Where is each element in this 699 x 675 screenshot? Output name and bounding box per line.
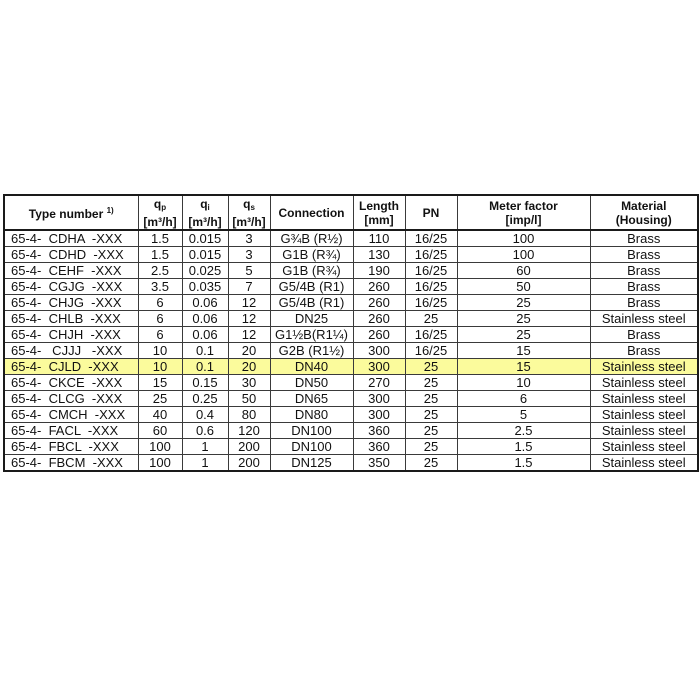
- cell-pn: 16/25: [405, 247, 457, 263]
- cell-type-number: 65-4- CJJJ -XXX: [4, 343, 138, 359]
- footnote-marker: 1): [106, 206, 114, 215]
- table-row: [4, 359, 698, 375]
- cell-qp: 15: [138, 375, 182, 391]
- table-row: [4, 343, 698, 359]
- cell-qp: 1.5: [138, 230, 182, 247]
- cell-qp: 10: [138, 359, 182, 375]
- cell-qp: 2.5: [138, 263, 182, 279]
- cell-pn: 16/25: [405, 295, 457, 311]
- cell-qs: 20: [228, 343, 270, 359]
- cell-type-number: 65-4- CHLB -XXX: [4, 311, 138, 327]
- cell-length: 270: [353, 375, 405, 391]
- cell-connection: G¾B (R½): [270, 230, 353, 247]
- table-row: [4, 230, 698, 247]
- cell-material: Stainless steel: [590, 407, 698, 423]
- cell-length: 300: [353, 343, 405, 359]
- cell-qi: 0.06: [182, 295, 228, 311]
- cell-length: 300: [353, 407, 405, 423]
- table-row: [4, 439, 698, 455]
- cell-pn: 25: [405, 391, 457, 407]
- cell-meter-factor: 25: [457, 295, 590, 311]
- cell-qi: 0.025: [182, 263, 228, 279]
- cell-type-number: 65-4- FACL -XXX: [4, 423, 138, 439]
- cell-qp: 40: [138, 407, 182, 423]
- cell-pn: 25: [405, 439, 457, 455]
- cell-meter-factor: 50: [457, 279, 590, 295]
- cell-qi: 0.06: [182, 327, 228, 343]
- cell-qs: 200: [228, 455, 270, 472]
- cell-qi: 0.035: [182, 279, 228, 295]
- meter-spec-table: [3, 194, 699, 472]
- cell-qp: 10: [138, 343, 182, 359]
- table-header-row: [4, 195, 698, 230]
- cell-length: 190: [353, 263, 405, 279]
- cell-material: Stainless steel: [590, 455, 698, 472]
- cell-qp: 6: [138, 311, 182, 327]
- cell-length: 360: [353, 439, 405, 455]
- cell-length: 360: [353, 423, 405, 439]
- table-body: [4, 230, 698, 471]
- cell-meter-factor: 100: [457, 247, 590, 263]
- table-row: [4, 247, 698, 263]
- cell-connection: DN125: [270, 455, 353, 472]
- cell-qi: 0.6: [182, 423, 228, 439]
- cell-connection: G1B (R¾): [270, 263, 353, 279]
- cell-qs: 20: [228, 359, 270, 375]
- cell-length: 350: [353, 455, 405, 472]
- table-row: [4, 263, 698, 279]
- cell-meter-factor: 6: [457, 391, 590, 407]
- cell-meter-factor: 10: [457, 375, 590, 391]
- cell-pn: 25: [405, 359, 457, 375]
- cell-qi: 1: [182, 439, 228, 455]
- cell-material: Stainless steel: [590, 423, 698, 439]
- cell-qs: 30: [228, 375, 270, 391]
- cell-qi: 0.015: [182, 247, 228, 263]
- cell-qi: 0.015: [182, 230, 228, 247]
- table-row: [4, 279, 698, 295]
- table-row: [4, 327, 698, 343]
- cell-pn: 16/25: [405, 327, 457, 343]
- cell-meter-factor: 60: [457, 263, 590, 279]
- cell-qs: 50: [228, 391, 270, 407]
- cell-type-number: 65-4- CLCG -XXX: [4, 391, 138, 407]
- cell-qp: 25: [138, 391, 182, 407]
- cell-qp: 100: [138, 439, 182, 455]
- cell-qp: 3.5: [138, 279, 182, 295]
- table-row: [4, 295, 698, 311]
- cell-material: Brass: [590, 295, 698, 311]
- cell-type-number: 65-4- FBCL -XXX: [4, 439, 138, 455]
- header-qs: $q_s$ [m³/h]: [228, 195, 270, 230]
- cell-pn: 25: [405, 407, 457, 423]
- cell-pn: 25: [405, 375, 457, 391]
- cell-qi: 0.06: [182, 311, 228, 327]
- cell-connection: G5/4B (R1): [270, 279, 353, 295]
- cell-type-number: 65-4- CMCH -XXX: [4, 407, 138, 423]
- header-material: Material (Housing): [590, 195, 698, 230]
- cell-material: Brass: [590, 279, 698, 295]
- cell-material: Brass: [590, 230, 698, 247]
- cell-connection: DN40: [270, 359, 353, 375]
- cell-type-number: 65-4- CDHA -XXX: [4, 230, 138, 247]
- cell-length: 260: [353, 327, 405, 343]
- cell-type-number: 65-4- CHJG -XXX: [4, 295, 138, 311]
- cell-material: Stainless steel: [590, 359, 698, 375]
- cell-qs: 7: [228, 279, 270, 295]
- cell-type-number: 65-4- CHJH -XXX: [4, 327, 138, 343]
- header-type-number: Type number $^{1)}$: [4, 195, 138, 230]
- cell-qs: 80: [228, 407, 270, 423]
- cell-type-number: 65-4- CJLD -XXX: [4, 359, 138, 375]
- cell-connection: DN25: [270, 311, 353, 327]
- cell-qs: 3: [228, 230, 270, 247]
- header-qp: $q_p$ [m³/h]: [138, 195, 182, 230]
- header-meter-factor: Meter factor [imp/l]: [457, 195, 590, 230]
- cell-qi: 0.25: [182, 391, 228, 407]
- cell-meter-factor: 5: [457, 407, 590, 423]
- cell-qs: 12: [228, 327, 270, 343]
- cell-length: 130: [353, 247, 405, 263]
- cell-meter-factor: 100: [457, 230, 590, 247]
- cell-material: Brass: [590, 247, 698, 263]
- cell-pn: 16/25: [405, 279, 457, 295]
- cell-qp: 60: [138, 423, 182, 439]
- cell-qi: 0.1: [182, 343, 228, 359]
- table-row: [4, 391, 698, 407]
- cell-length: 110: [353, 230, 405, 247]
- table-row: [4, 311, 698, 327]
- cell-type-number: 65-4- CKCE -XXX: [4, 375, 138, 391]
- header-length: Length [mm]: [353, 195, 405, 230]
- cell-material: Stainless steel: [590, 375, 698, 391]
- cell-qp: 100: [138, 455, 182, 472]
- cell-connection: DN100: [270, 439, 353, 455]
- cell-material: Brass: [590, 263, 698, 279]
- cell-material: Brass: [590, 343, 698, 359]
- table-row: [4, 407, 698, 423]
- header-pn: PN: [405, 195, 457, 230]
- cell-meter-factor: 15: [457, 359, 590, 375]
- cell-type-number: 65-4- CGJG -XXX: [4, 279, 138, 295]
- cell-qs: 3: [228, 247, 270, 263]
- cell-meter-factor: 2.5: [457, 423, 590, 439]
- cell-qi: 0.1: [182, 359, 228, 375]
- cell-qp: 6: [138, 327, 182, 343]
- cell-length: 300: [353, 391, 405, 407]
- cell-length: 260: [353, 295, 405, 311]
- cell-meter-factor: 25: [457, 327, 590, 343]
- cell-qs: 12: [228, 295, 270, 311]
- cell-meter-factor: 1.5: [457, 455, 590, 472]
- cell-connection: G2B (R1½): [270, 343, 353, 359]
- cell-type-number: 65-4- FBCM -XXX: [4, 455, 138, 472]
- cell-length: 260: [353, 279, 405, 295]
- table-row: [4, 423, 698, 439]
- cell-pn: 25: [405, 423, 457, 439]
- cell-type-number: 65-4- CDHD -XXX: [4, 247, 138, 263]
- cell-connection: G1B (R¾): [270, 247, 353, 263]
- cell-qi: 1: [182, 455, 228, 472]
- table-row: [4, 375, 698, 391]
- cell-pn: 16/25: [405, 230, 457, 247]
- cell-length: 260: [353, 311, 405, 327]
- cell-connection: G1½B(R1¼): [270, 327, 353, 343]
- cell-qi: 0.4: [182, 407, 228, 423]
- cell-connection: DN80: [270, 407, 353, 423]
- spec-table-container: [3, 194, 686, 472]
- cell-connection: G5/4B (R1): [270, 295, 353, 311]
- cell-qp: 1.5: [138, 247, 182, 263]
- cell-pn: 16/25: [405, 343, 457, 359]
- cell-pn: 16/25: [405, 263, 457, 279]
- cell-connection: DN65: [270, 391, 353, 407]
- cell-qi: 0.15: [182, 375, 228, 391]
- cell-qs: 120: [228, 423, 270, 439]
- cell-material: Stainless steel: [590, 391, 698, 407]
- cell-meter-factor: 15: [457, 343, 590, 359]
- cell-length: 300: [353, 359, 405, 375]
- cell-qs: 200: [228, 439, 270, 455]
- cell-material: Brass: [590, 327, 698, 343]
- cell-material: Stainless steel: [590, 311, 698, 327]
- table-row: [4, 455, 698, 472]
- header-qi: $q_i$ [m³/h]: [182, 195, 228, 230]
- cell-meter-factor: 1.5: [457, 439, 590, 455]
- cell-connection: DN100: [270, 423, 353, 439]
- cell-pn: 25: [405, 311, 457, 327]
- cell-qs: 5: [228, 263, 270, 279]
- cell-material: Stainless steel: [590, 439, 698, 455]
- header-connection: Connection: [270, 195, 353, 230]
- cell-connection: DN50: [270, 375, 353, 391]
- cell-pn: 25: [405, 455, 457, 472]
- cell-type-number: 65-4- CEHF -XXX: [4, 263, 138, 279]
- cell-qp: 6: [138, 295, 182, 311]
- cell-meter-factor: 25: [457, 311, 590, 327]
- cell-qs: 12: [228, 311, 270, 327]
